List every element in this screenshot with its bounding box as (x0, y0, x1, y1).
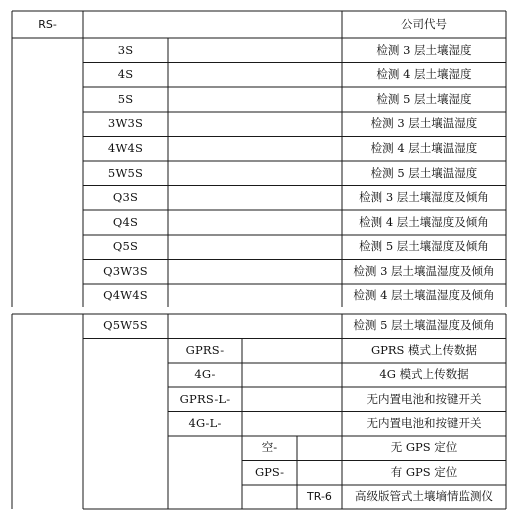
gps-desc-cell: 有 GPS 定位 (390, 464, 458, 479)
model-desc-cell: 检测 4 层土壤湿度 (376, 67, 472, 82)
comm-desc-cell: 4G 模式上传数据 (379, 367, 469, 382)
model-desc-cell: 检测 5 层土壤温湿度 (370, 165, 478, 180)
model-code-cell: 5S (117, 91, 134, 106)
model-desc-cell: 检测 4 层土壤湿度及倾角 (359, 214, 489, 229)
model-desc-cell: 检测 3 层土壤温湿度及倾角 (353, 263, 495, 278)
model-desc-cell: 检测 5 层土壤温湿度及倾角 (353, 318, 495, 333)
comm-code-cell: 4G- (194, 367, 216, 382)
gps-desc-cell: 无 GPS 定位 (390, 440, 458, 455)
model-code-cell: Q5W5S (103, 318, 148, 333)
header-company-code: 公司代号 (401, 16, 447, 31)
model-desc-cell: 检测 5 层土壤湿度及倾角 (359, 239, 489, 254)
model-desc-cell: 检测 3 层土壤湿度 (376, 42, 472, 57)
prefix-cell: RS- (38, 18, 57, 31)
model-code-cell: 3W3S (107, 116, 144, 131)
model-desc-cell: 检测 4 层土壤温湿度及倾角 (353, 287, 495, 302)
model-code-cell: Q5S (112, 239, 139, 254)
comm-desc-cell: 无内置电池和按键开关 (366, 416, 482, 431)
comm-code-cell: 4G-L- (188, 416, 222, 431)
model-desc-cell: 检测 3 层土壤温湿度 (370, 116, 478, 131)
model-desc-cell: 检测 5 层土壤湿度 (376, 91, 472, 106)
comm-code-cell: GPRS-L- (179, 391, 231, 406)
comm-desc-cell: GPRS 模式上传数据 (370, 342, 478, 357)
model-code-cell: Q3W3S (103, 263, 148, 278)
model-code-cell: 3S (117, 42, 134, 57)
gps-code-cell: 空- (261, 440, 278, 455)
product-code-cell: TR-6 (307, 490, 332, 504)
comm-desc-cell: 无内置电池和按键开关 (366, 391, 482, 406)
model-code-cell: 4W4S (107, 140, 144, 155)
model-desc-cell: 检测 4 层土壤温湿度 (370, 140, 478, 155)
product-desc-cell: 高级版管式土壤墒情监测仪 (355, 489, 493, 504)
gps-code-cell: GPS- (254, 464, 285, 479)
model-desc-cell: 检测 3 层土壤湿度及倾角 (359, 190, 489, 205)
model-code-cell: 5W5S (107, 165, 144, 180)
model-code-cell: 4S (117, 67, 134, 82)
model-code-cell: Q4W4S (103, 287, 148, 302)
model-code-cell: Q3S (112, 190, 139, 205)
model-code-cell: Q4S (112, 214, 139, 229)
comm-code-cell: GPRS- (185, 342, 225, 357)
